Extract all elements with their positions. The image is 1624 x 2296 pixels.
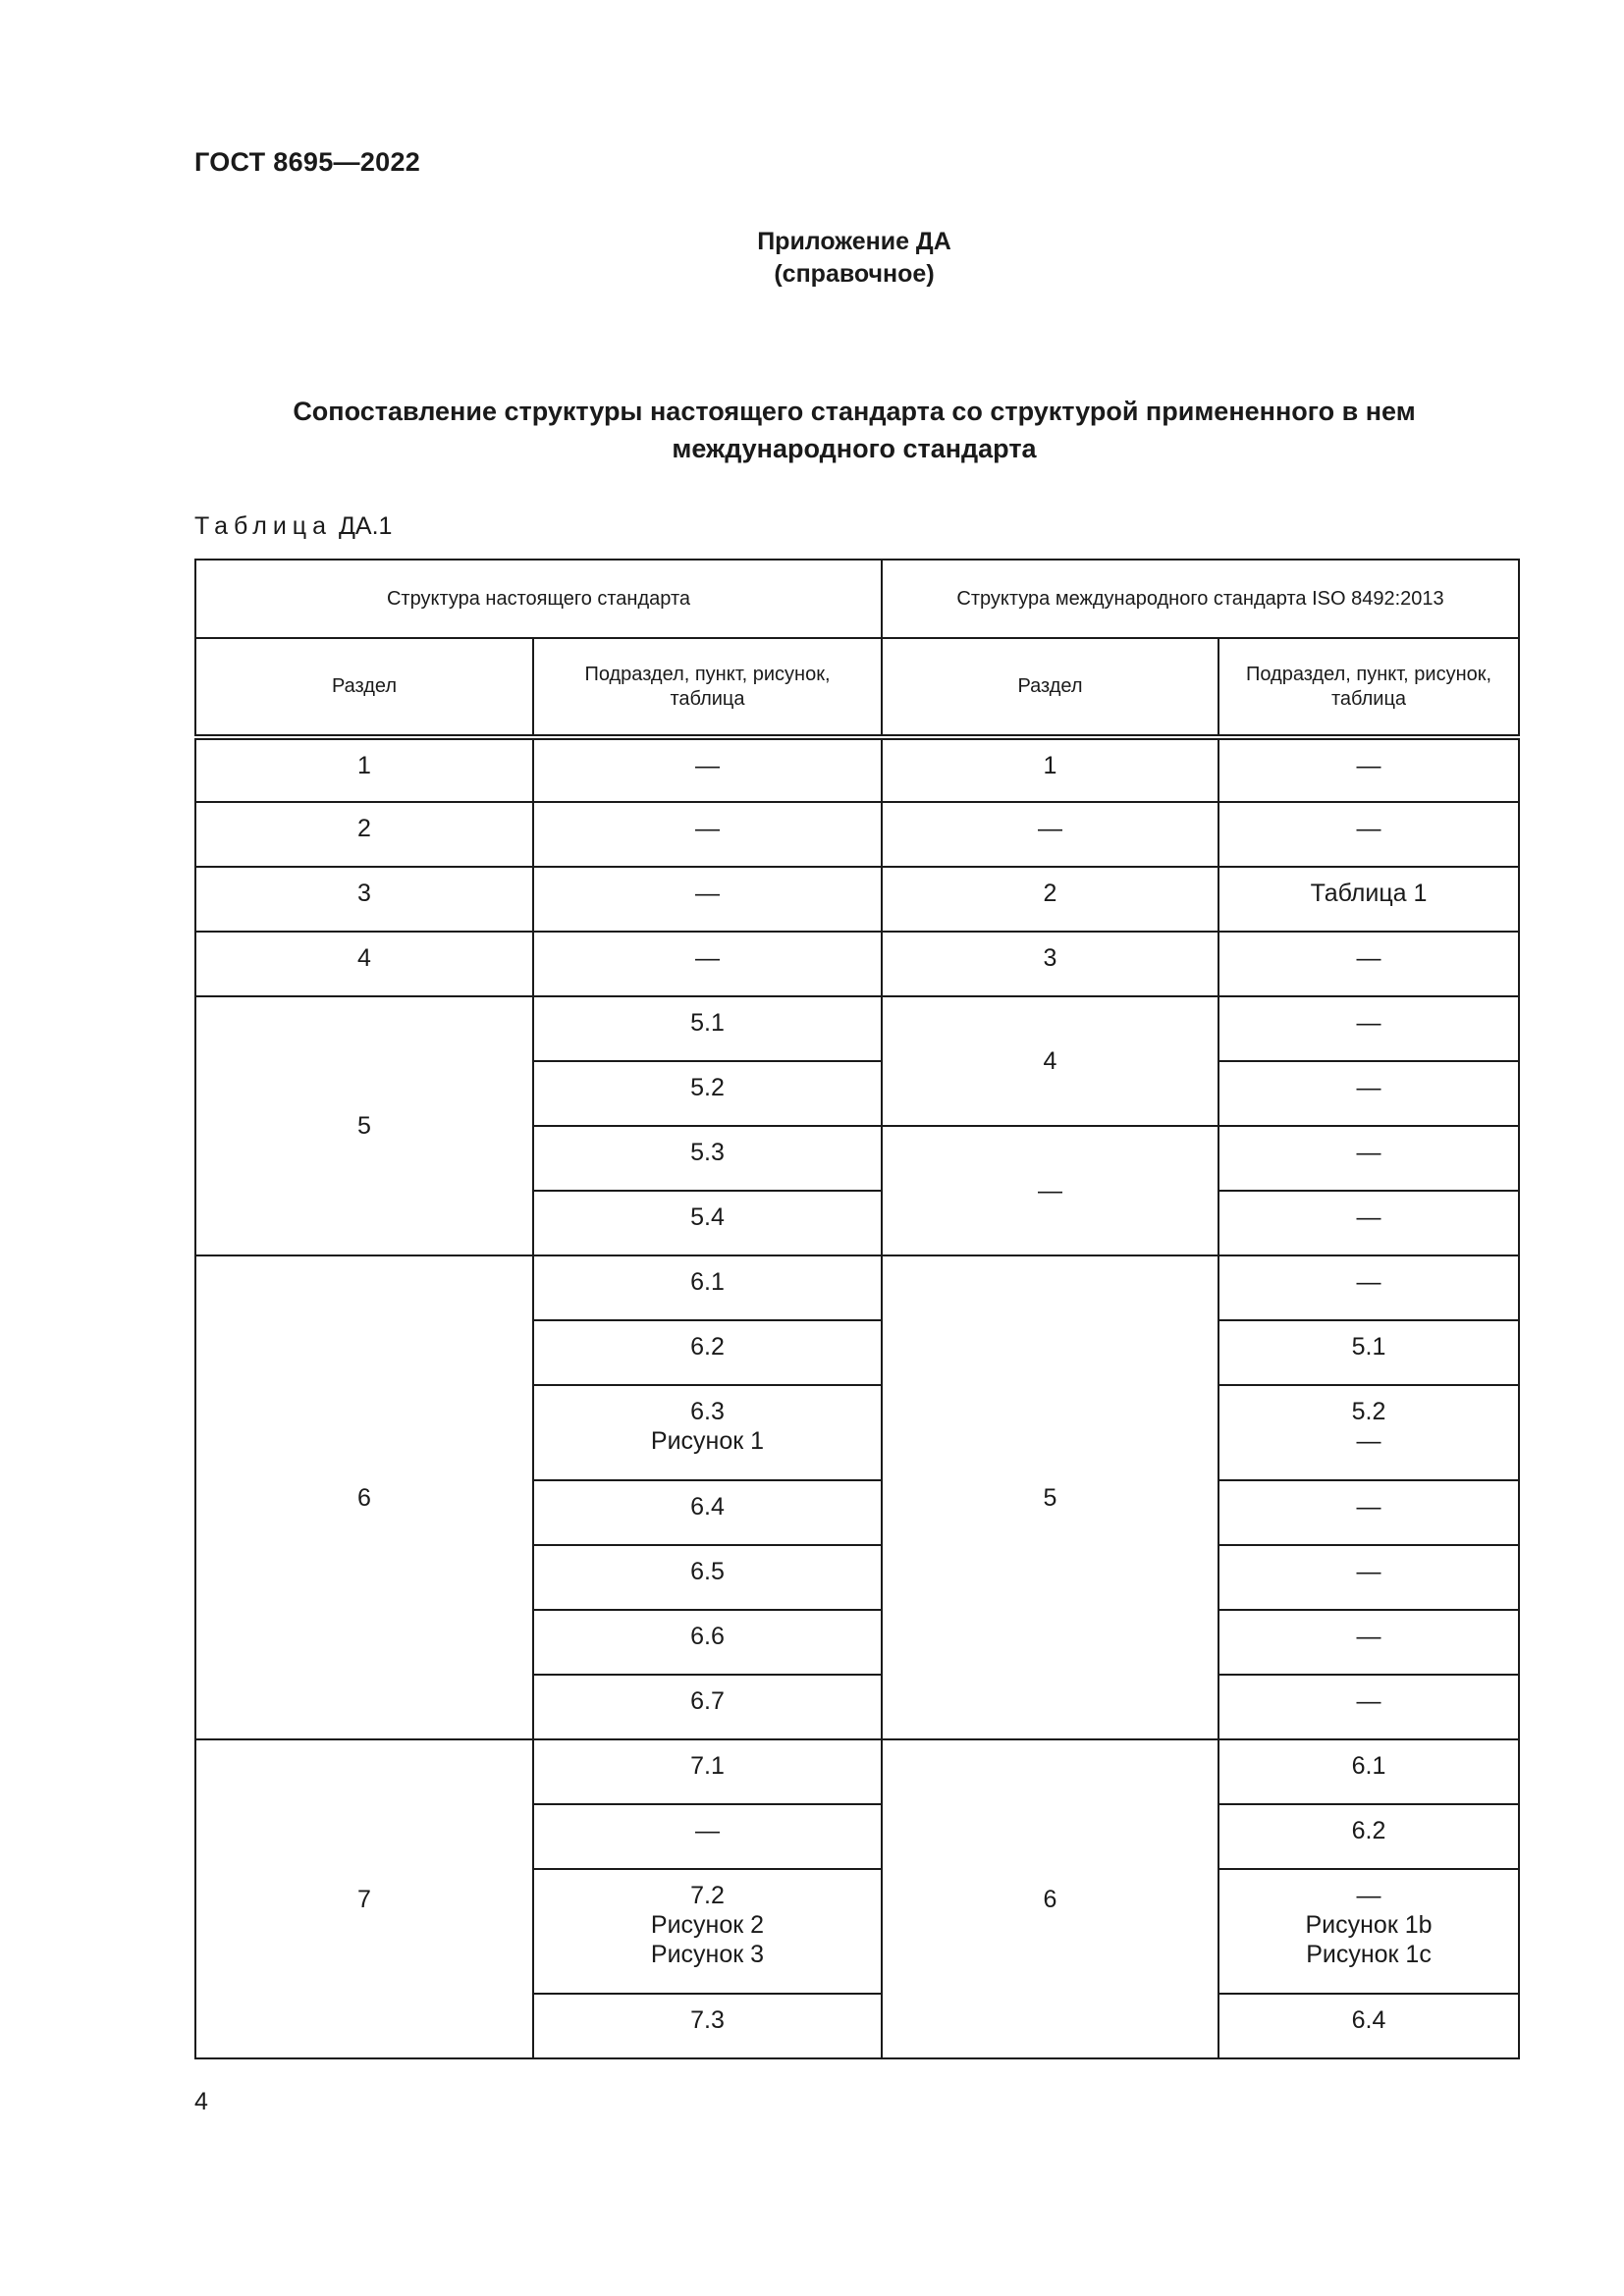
international-structure-header: Структура международного стандарта ISO 8492:2013 [882,560,1519,638]
national-item-cell: 6.1 [533,1255,882,1320]
intl-item-cell: — [1218,1191,1519,1255]
comparison-table [194,559,1520,2059]
table-row [195,996,1519,1061]
intl-subsection-header: Подраздел, пункт, рисунок, таблица [1218,638,1519,737]
section-title-line-2: международного стандарта [672,434,1037,463]
intl-item-cell: — [1218,1255,1519,1320]
intl-section-cell: 2 [882,867,1218,932]
annex-heading [0,226,1624,291]
table-caption-word: Таблица [194,512,333,540]
table-row [195,802,1519,867]
intl-item-cell: — [1218,737,1519,802]
national-item-cell: 7.1 [533,1739,882,1804]
national-section-cell: 2 [195,802,533,867]
national-item-cell: 5.4 [533,1191,882,1255]
national-section-cell: 7 [195,1739,533,2058]
table-caption [194,512,392,541]
national-item-cell: 6.7 [533,1675,882,1739]
page-number: 4 [194,2088,208,2115]
intl-section-cell: 6 [882,1739,1218,2058]
national-structure-header: Структура настоящего стандарта [195,560,882,638]
intl-item-cell: — [1218,1061,1519,1126]
national-item-cell: 6.2 [533,1320,882,1385]
intl-section-cell: 5 [882,1255,1218,1739]
intl-item-cell: Таблица 1 [1218,867,1519,932]
intl-item-cell: — [1218,1610,1519,1675]
intl-item-cell: — [1218,802,1519,867]
section-title [0,393,1624,467]
table-row [195,867,1519,932]
intl-item-cell: 6.4 [1218,1994,1519,2058]
national-section-cell: 6 [195,1255,533,1739]
annex-title: Приложение ДА [757,228,951,255]
table-column-header-row [195,638,1519,737]
table-caption-id: ДА.1 [338,512,393,540]
document-code: ГОСТ 8695—2022 [194,147,421,177]
national-item-cell: — [533,1804,882,1869]
annex-status: (справочное) [774,260,935,288]
national-item-cell: — [533,932,882,996]
national-section-cell: 5 [195,996,533,1255]
intl-section-cell: 3 [882,932,1218,996]
intl-item-cell: — [1218,1126,1519,1191]
national-item-cell: 5.2 [533,1061,882,1126]
table-row [195,932,1519,996]
national-item-cell: — [533,737,882,802]
intl-item-cell: — Рисунок 1b Рисунок 1c [1218,1869,1519,1994]
national-item-cell: 6.4 [533,1480,882,1545]
table-group-header-row [195,560,1519,638]
intl-item-cell: — [1218,932,1519,996]
national-section-cell: 1 [195,737,533,802]
intl-item-cell: 5.2 — [1218,1385,1519,1480]
intl-item-cell: — [1218,1675,1519,1739]
national-item-cell: 6.5 [533,1545,882,1610]
national-item-cell: 5.3 [533,1126,882,1191]
national-item-cell: — [533,802,882,867]
intl-item-cell: — [1218,996,1519,1061]
intl-section-cell: 1 [882,737,1218,802]
intl-item-cell: 6.2 [1218,1804,1519,1869]
intl-section-cell: — [882,1126,1218,1255]
intl-item-cell: — [1218,1545,1519,1610]
national-item-cell: — [533,867,882,932]
intl-item-cell: — [1218,1480,1519,1545]
intl-section-cell: 4 [882,996,1218,1126]
table-row [195,1255,1519,1320]
national-item-cell: 7.2 Рисунок 2 Рисунок 3 [533,1869,882,1994]
table-row [195,737,1519,802]
national-item-cell: 5.1 [533,996,882,1061]
national-section-cell: 3 [195,867,533,932]
national-item-cell: 6.3 Рисунок 1 [533,1385,882,1480]
national-section-cell: 4 [195,932,533,996]
intl-item-cell: 6.1 [1218,1739,1519,1804]
section-title-line-1: Сопоставление структуры настоящего стандарта со структурой примененного в нем [293,397,1416,426]
national-item-cell: 6.6 [533,1610,882,1675]
table-row [195,1739,1519,1804]
intl-section-cell: — [882,802,1218,867]
national-item-cell: 7.3 [533,1994,882,2058]
intl-section-header: Раздел [882,638,1218,737]
national-section-header: Раздел [195,638,533,737]
intl-item-cell: 5.1 [1218,1320,1519,1385]
national-subsection-header: Подраздел, пункт, рисунок, таблица [533,638,882,737]
